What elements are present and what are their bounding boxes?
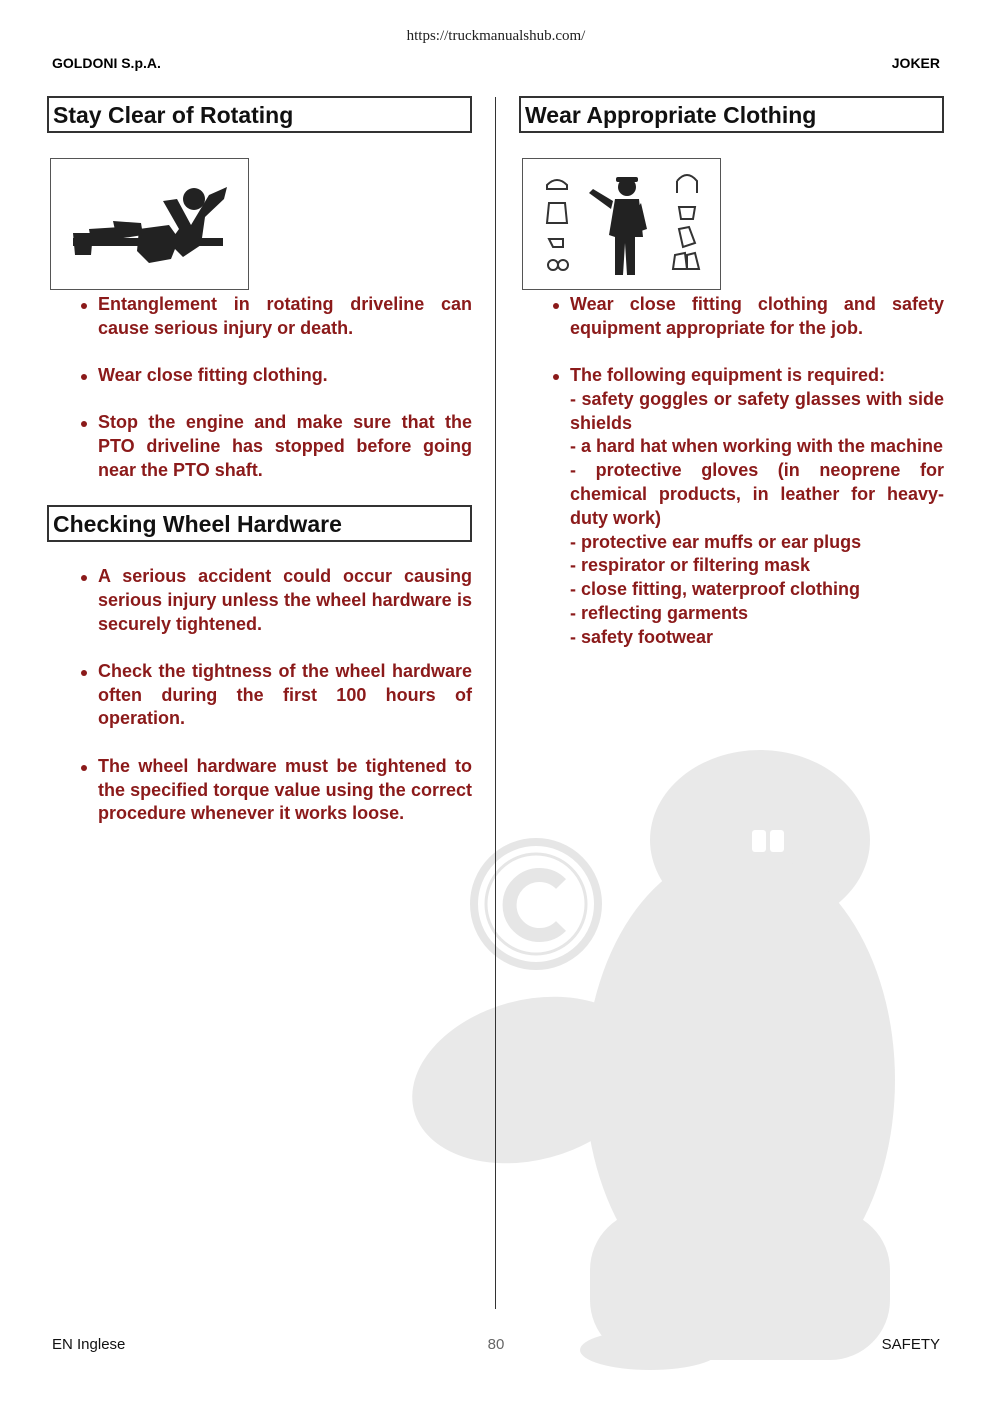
clothing-warning-picture <box>522 158 721 290</box>
section-title-wheel: Checking Wheel Hardware <box>47 505 472 542</box>
clothing-bullets <box>524 293 944 673</box>
list-item: Wear close fitting clothing. <box>52 364 472 388</box>
equipment-item: - a hard hat when working with the machine <box>570 436 944 457</box>
source-url: https://truckmanualshub.com/ <box>406 28 586 44</box>
rotating-warning-picture <box>50 158 249 290</box>
list-item: The wheel hardware must be tightened to the specified torque value using the correct procedure whenever it works loose. <box>52 755 472 826</box>
equipment-item: - reflecting garments <box>570 603 749 624</box>
column-divider <box>495 97 496 1309</box>
list-item <box>524 364 944 650</box>
equipment-intro: The following equipment is required: <box>570 365 886 386</box>
model-name: JOKER <box>891 55 940 71</box>
rotating-bullets <box>52 293 472 506</box>
list-item: Entanglement in rotating driveline can cause serious injury or death. <box>52 293 472 341</box>
copyright-watermark-icon <box>466 834 606 974</box>
protective-equipment-icon <box>523 159 720 289</box>
list-item: Check the tightness of the wheel hardware often during the first 100 hours of operation. <box>52 660 472 731</box>
equipment-item: - safety footwear <box>570 626 714 647</box>
driveline-entanglement-icon <box>51 159 248 289</box>
list-item: Stop the engine and make sure that the PTO driveline has stopped before going near the PTO shaft. <box>52 411 472 482</box>
section-title-clothing: Wear Appropriate Clothing <box>519 96 944 133</box>
equipment-item: - protective gloves (in neoprene for chemical products, in leather for heavy-duty work) <box>570 460 944 528</box>
footer-language: EN Inglese <box>52 1336 126 1353</box>
equipment-item: - respirator or filtering mask <box>570 555 811 576</box>
list-item: Wear close fitting clothing and safety equipment appropriate for the job. <box>524 293 944 341</box>
section-title-rotating: Stay Clear of Rotating <box>47 96 472 133</box>
equipment-item: - close fitting, waterproof clothing <box>570 579 860 600</box>
equipment-item: - safety goggles or safety glasses with side shields <box>570 388 944 433</box>
footer-section: SAFETY <box>881 1336 940 1353</box>
list-item: A serious accident could occur causing serious injury unless the wheel hardware is securely tightened. <box>52 565 472 636</box>
company-name: GOLDONI S.p.A. <box>52 55 161 71</box>
equipment-item: - protective ear muffs or ear plugs <box>570 531 862 552</box>
page-number: 80 <box>487 1336 505 1353</box>
wheel-bullets <box>52 565 472 850</box>
